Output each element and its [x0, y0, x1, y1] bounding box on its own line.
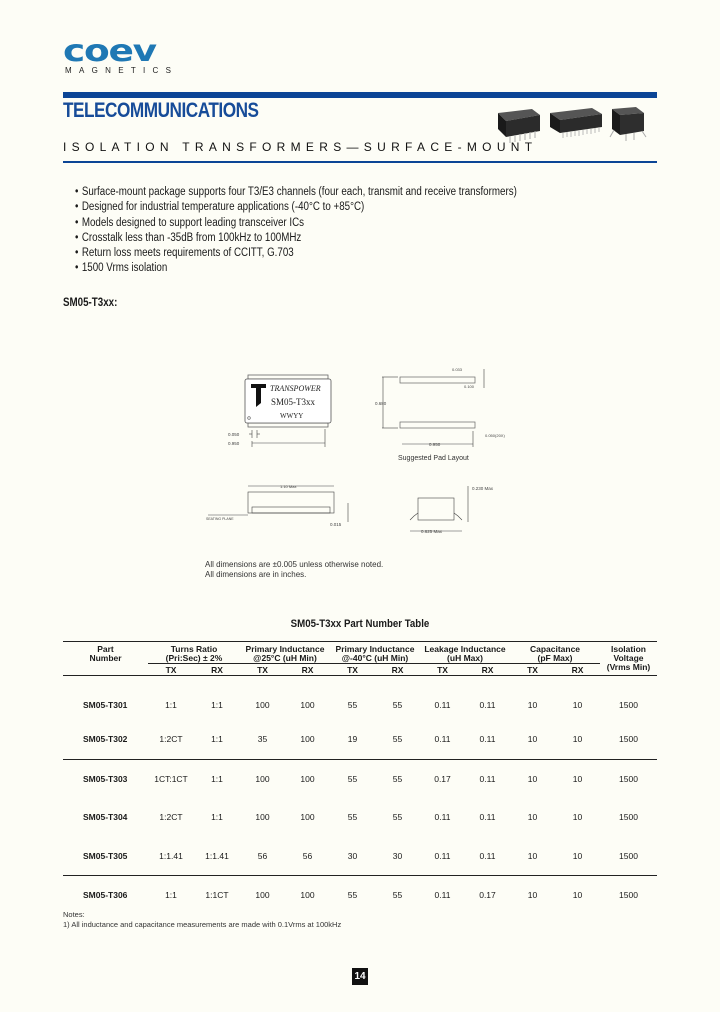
notes-label: Notes: — [63, 910, 85, 919]
subheader-tx: TX — [148, 664, 194, 676]
table-row — [63, 759, 657, 798]
table-cell: 55 — [392, 700, 403, 710]
table-cell: 1:1 — [165, 700, 177, 710]
table-cell: 55 — [330, 759, 375, 798]
header-primary-inductance-minus40c: Primary Inductance @-40°C (uH Min) — [330, 642, 420, 664]
table-cell: 100 — [285, 759, 330, 798]
feature-item: • Surface-mount package supports four T3/E3 channels (four each, transmit and receive transformers) — [75, 185, 551, 200]
pad-layout — [375, 367, 505, 462]
table-cell: 1500 — [619, 734, 638, 745]
table-cell: 0.11 — [479, 700, 496, 710]
table-row — [63, 837, 657, 876]
subheader-rx: RX — [194, 664, 240, 676]
table-cell: 1500 — [619, 812, 638, 823]
table-cell: 55 — [392, 734, 403, 745]
feature-item: • Designed for industrial temperature applications (-40°C to +85°C) — [75, 200, 551, 215]
table-row — [63, 676, 657, 721]
subheader-tx: TX — [510, 664, 555, 676]
transformer-photo-small — [498, 109, 540, 143]
svg-text:SEATING PLANE: SEATING PLANE — [206, 517, 234, 521]
table-cell: 0.11 — [434, 734, 451, 745]
table-cell: 10 — [555, 876, 600, 915]
table-cell: 100 — [255, 700, 270, 710]
table-cell: 100 — [240, 759, 285, 798]
table-cell: 10 — [572, 734, 583, 745]
table-cell: 100 — [300, 700, 315, 710]
end-view — [410, 486, 494, 534]
table-cell: 0.11 — [479, 850, 496, 861]
header-isolation-voltage: Isolation Voltage (Vrms Min) — [600, 642, 657, 676]
table-cell: 1CT:1CT — [148, 759, 194, 798]
dimension-note: All dimensions are in inches. — [205, 570, 307, 579]
header-bottom-rule — [63, 161, 657, 163]
svg-text:TRANSPOWER: TRANSPOWER — [270, 384, 321, 393]
table-cell: 1:1 — [148, 876, 194, 915]
svg-text:WWYY: WWYY — [280, 412, 304, 420]
table-cell: 1:1.41 — [205, 850, 229, 861]
table-cell: 0.11 — [434, 850, 451, 861]
table-cell: 1:1 — [211, 734, 223, 745]
table-cell: 1500 — [619, 850, 638, 861]
table-cell: 30 — [392, 850, 403, 861]
table-subheader-row — [63, 664, 657, 676]
svg-text:0.950: 0.950 — [228, 441, 240, 446]
svg-text:0.015: 0.015 — [330, 522, 342, 527]
table-cell: 1:2CT — [159, 734, 183, 745]
table-cell: 100 — [255, 812, 270, 823]
table-cell: 10 — [572, 700, 583, 710]
table-cell: 55 — [330, 876, 375, 915]
svg-text:0.680: 0.680 — [375, 401, 387, 406]
table-body — [63, 676, 657, 915]
svg-text:0.033: 0.033 — [452, 367, 463, 372]
feature-item: • 1500 Vrms isolation — [75, 261, 551, 276]
table-cell: 55 — [375, 876, 420, 915]
svg-text:Suggested Pad Layout: Suggested Pad Layout — [398, 455, 469, 462]
table-cell: 0.11 — [434, 700, 451, 710]
table-cell: 35 — [257, 734, 268, 745]
page-subtitle: ISOLATION TRANSFORMERS—SURFACE-MOUNT — [63, 140, 538, 154]
table-cell: 1500 — [600, 876, 657, 915]
part-number-cell: SM05-T305 — [83, 850, 128, 861]
transformer-photo-large — [550, 108, 602, 138]
table-row — [63, 798, 657, 837]
table-cell: 0.17 — [420, 759, 465, 798]
subheader-tx: TX — [420, 664, 465, 676]
table-cell: 0.11 — [434, 812, 451, 823]
table-cell: 0.11 — [479, 734, 496, 745]
notes — [63, 910, 341, 930]
table-cell: 100 — [300, 734, 315, 745]
dimension-note: All dimensions are ±0.005 unless otherwise noted. — [205, 560, 384, 569]
table-cell: 56 — [302, 850, 313, 861]
table-cell: 55 — [392, 812, 403, 823]
table-cell: 1:1CT — [194, 876, 240, 915]
svg-text:1.10 Max: 1.10 Max — [280, 484, 297, 489]
table-cell: 0.11 — [465, 759, 510, 798]
logo-subtitle: MAGNETICS — [65, 66, 179, 75]
table-cell: 1:1 — [211, 700, 223, 710]
svg-text:0.625 Max: 0.625 Max — [421, 529, 443, 534]
table-row — [63, 876, 657, 915]
table-cell: 1:1 — [211, 812, 223, 823]
feature-item: • Models designed to support leading transceiver ICs — [75, 216, 551, 231]
table-cell: 1500 — [600, 759, 657, 798]
feature-list — [75, 185, 551, 277]
table-cell: 55 — [375, 759, 420, 798]
table-cell: 100 — [240, 876, 285, 915]
header-primary-inductance-25c: Primary Inductance @25°C (uH Min) — [240, 642, 330, 664]
part-number-table — [63, 641, 657, 915]
note-item: 1) All inductance and capacitance measurements are made with 0.1Vrms at 100kHz — [63, 920, 342, 929]
table-cell: 100 — [285, 876, 330, 915]
table-cell: 1500 — [619, 700, 638, 710]
page-title: TELECOMMUNICATIONS — [63, 99, 259, 122]
table-cell: 0.11 — [420, 876, 465, 915]
svg-text:0.050(20X): 0.050(20X) — [485, 433, 505, 438]
transformer-photo-cube — [610, 107, 646, 141]
svg-text:0.230 Max: 0.230 Max — [472, 486, 494, 491]
header-capacitance: Capacitance (pF Max) — [510, 642, 600, 664]
svg-text:SM05-T3xx: SM05-T3xx — [271, 397, 316, 407]
table-cell: 30 — [347, 850, 358, 861]
table-cell: 10 — [527, 734, 538, 745]
page-number: 14 — [352, 968, 368, 985]
table-cell: 56 — [257, 850, 268, 861]
table-row — [63, 720, 657, 759]
table-cell: 10 — [572, 812, 583, 823]
table-title: SM05-T3xx Part Number Table — [290, 618, 430, 630]
table-cell: 10 — [572, 850, 583, 861]
side-view — [206, 484, 348, 527]
header-part-number: Part Number — [63, 642, 148, 676]
part-number-cell: SM05-T304 — [83, 812, 128, 823]
logo-wordmark: coev — [63, 34, 156, 69]
part-number-cell: SM05-T301 — [83, 700, 128, 710]
table-cell: 55 — [347, 812, 358, 823]
subheader-tx: TX — [240, 664, 285, 676]
table-cell: 0.17 — [465, 876, 510, 915]
coev-logo — [63, 34, 193, 78]
table-cell: 10 — [527, 700, 538, 710]
table-cell: 1:1 — [194, 759, 240, 798]
part-number-cell: SM05-T306 — [63, 876, 148, 915]
table-cell: 1:2CT — [159, 812, 183, 823]
table-header-row — [63, 642, 657, 664]
header-leakage-inductance: Leakage Inductance (uH Max) — [420, 642, 510, 664]
table-cell: 10 — [510, 876, 555, 915]
table-cell: 10 — [527, 812, 538, 823]
feature-item: • Crosstalk less than -35dB from 100kHz to 100MHz — [75, 231, 551, 246]
table-cell: 10 — [555, 759, 600, 798]
table-cell: 100 — [300, 812, 315, 823]
table-cell: 19 — [347, 734, 358, 745]
table-cell: 10 — [527, 850, 538, 861]
subheader-rx: RX — [465, 664, 510, 676]
svg-text:0.100: 0.100 — [464, 384, 475, 389]
mechanical-drawing — [200, 355, 520, 565]
product-photos — [490, 99, 650, 151]
section-label: SM05-T3xx: — [63, 297, 118, 309]
table-cell: 1:1.41 — [159, 850, 183, 861]
svg-text:0.950: 0.950 — [429, 442, 441, 447]
part-number-cell: SM05-T302 — [83, 734, 128, 745]
subheader-rx: RX — [285, 664, 330, 676]
svg-text:0.050: 0.050 — [228, 432, 240, 437]
table-cell: 55 — [347, 700, 358, 710]
top-view — [228, 375, 331, 447]
subheader-tx: TX — [330, 664, 375, 676]
feature-item: • Return loss meets requirements of CCITT, G.703 — [75, 246, 551, 261]
header-top-rule — [63, 92, 657, 98]
dimension-notes — [205, 560, 383, 580]
table-cell: 10 — [510, 759, 555, 798]
part-number-cell: SM05-T303 — [63, 759, 148, 798]
subheader-rx: RX — [375, 664, 420, 676]
subheader-rx: RX — [555, 664, 600, 676]
table-cell: 0.11 — [479, 812, 496, 823]
header-turns-ratio: Turns Ratio (Pri:Sec) ± 2% — [148, 642, 240, 664]
